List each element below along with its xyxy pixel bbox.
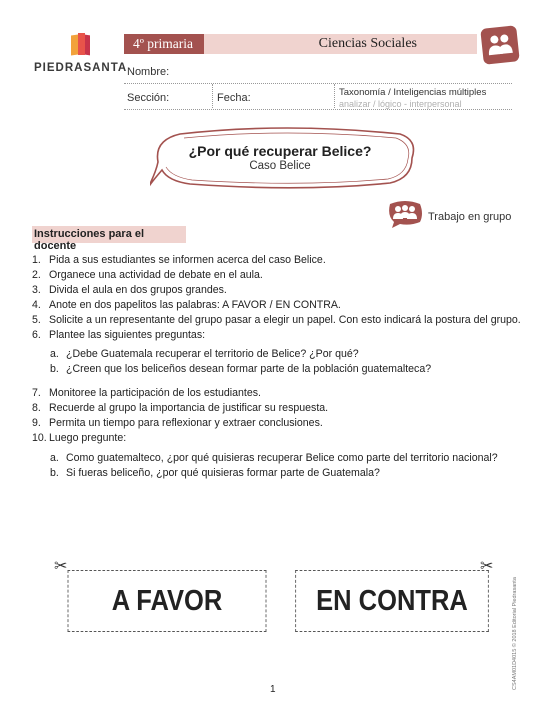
question-letter: b. bbox=[50, 363, 59, 375]
step-number: 10. bbox=[32, 432, 47, 444]
books-logo-icon bbox=[69, 32, 91, 58]
activity-subtitle: Caso Belice bbox=[249, 160, 311, 172]
step-number: 5. bbox=[32, 314, 41, 326]
taxonomy-subtitle: analizar / lógico - interpersonal bbox=[339, 99, 462, 109]
step-number: 7. bbox=[32, 387, 41, 399]
question-text: Como guatemalteco, ¿por qué quisieras recuperar Belice como parte del territorio nacional? bbox=[66, 452, 498, 464]
name-label: Nombre: bbox=[127, 66, 170, 78]
group-work-label: Trabajo en grupo bbox=[428, 211, 512, 223]
activity-title: ¿Por qué recuperar Belice? bbox=[188, 143, 372, 159]
step-number: 4. bbox=[32, 299, 41, 311]
copyright-note: CS4AM01D4015 © 2018 Editorial Piedrasanta bbox=[512, 577, 518, 690]
step-number: 2. bbox=[32, 269, 41, 281]
group-work-icon bbox=[480, 25, 520, 65]
instructions-heading: Instrucciones para el docente bbox=[32, 226, 186, 243]
step-number: 9. bbox=[32, 417, 41, 429]
card-en-contra[interactable]: EN CONTRA bbox=[295, 570, 489, 632]
step-number: 3. bbox=[32, 284, 41, 296]
section-line bbox=[124, 109, 512, 110]
step-text: Recuerde al grupo la importancia de justificar su respuesta. bbox=[49, 402, 329, 414]
step-text: Organece una actividad de debate en el aula. bbox=[49, 269, 263, 281]
grade-label: 4º primaria bbox=[124, 34, 204, 54]
group-work-icon bbox=[386, 200, 424, 228]
question-text: ¿Debe Guatemala recuperar el territorio de Belice? ¿Por qué? bbox=[66, 348, 359, 360]
step-text: Luego pregunte: bbox=[49, 432, 127, 444]
divider bbox=[212, 84, 213, 108]
card-a-favor[interactable]: A FAVOR bbox=[68, 570, 267, 632]
step-text: Permita un tiempo para reflexionar y extraer conclusiones. bbox=[49, 417, 323, 429]
question-letter: b. bbox=[50, 467, 59, 479]
divider bbox=[334, 84, 335, 108]
scissors-icon: ✂ bbox=[54, 558, 68, 575]
name-line bbox=[124, 83, 512, 84]
section-label: Sección: bbox=[127, 92, 170, 104]
page-number: 1 bbox=[270, 684, 276, 695]
subject-title: Ciencias Sociales bbox=[204, 34, 477, 54]
question-letter: a. bbox=[50, 348, 59, 360]
publisher-logo bbox=[34, 32, 126, 74]
question-text: Si fueras beliceño, ¿por qué quisieras formar parte de Guatemala? bbox=[66, 467, 380, 479]
step-text: Anote en dos papelitos las palabras: A FAVOR / EN CONTRA. bbox=[49, 299, 341, 311]
step-number: 8. bbox=[32, 402, 41, 414]
step-number: 6. bbox=[32, 329, 41, 341]
step-text: Pida a sus estudiantes se informen acerca del caso Belice. bbox=[49, 254, 326, 266]
date-label: Fecha: bbox=[217, 92, 251, 104]
taxonomy-title: Taxonomía / Inteligencias múltiples bbox=[339, 87, 487, 98]
step-text: Monitoree la participación de los estudiantes. bbox=[49, 387, 261, 399]
step-text: Divida el aula en dos grupos grandes. bbox=[49, 284, 227, 296]
step-text: Plantee las siguientes preguntas: bbox=[49, 329, 206, 341]
scissors-icon: ✂ bbox=[480, 558, 494, 575]
speech-bubble bbox=[150, 126, 420, 192]
step-text: Solicite a un representante del grupo pasar a elegir un papel. Con esto indicará la postura del grupo. bbox=[49, 314, 521, 326]
step-number: 1. bbox=[32, 254, 41, 266]
publisher-name: PIEDRASANTA bbox=[34, 62, 128, 74]
question-letter: a. bbox=[50, 452, 59, 464]
question-text: ¿Creen que los beliceños desean formar parte de la población guatemalteca? bbox=[66, 363, 432, 375]
